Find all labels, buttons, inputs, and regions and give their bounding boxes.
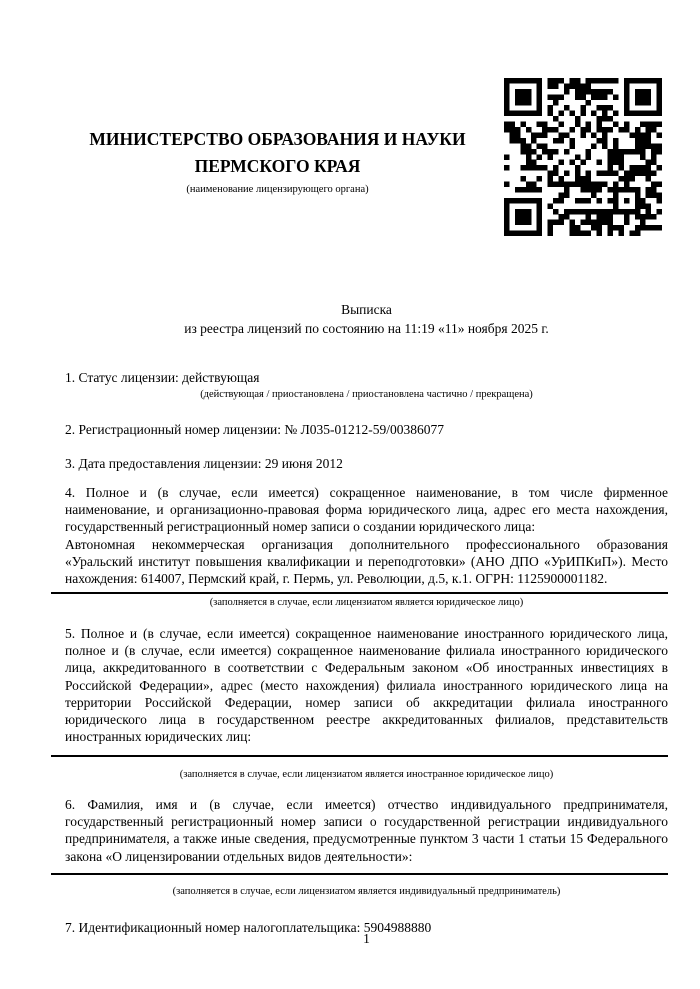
qr-code [504, 78, 662, 236]
document-body [65, 369, 668, 936]
ministry-name [50, 126, 505, 197]
document-header [65, 78, 668, 242]
document-title-line2: из реестра лицензий по состоянию на 11:19 «11» ноября 2025 г. [184, 320, 549, 336]
license-status-options-note: (действующая / приостановлена / приостановлена частично / прекращена) [200, 389, 533, 401]
license-registration-number: 2. Регистрационный номер лицензии: № Л035-01212-59/00386077 [65, 422, 445, 438]
entrepreneur-label: 6. Фамилия, имя и (в случае, если имеется) отчество индивидуального предпринимателя, государственный регистрационный номер записи о государственной регистрации индивидуального предпринимателя, а также иные сведения, предусмотренные пунктом 3 части 1 статьи 15 Федерального закона «О лицензировании отдельных видов деятельности»: [65, 796, 668, 864]
fill-line [51, 873, 668, 875]
page-number: 1 [363, 930, 370, 946]
license-grant-date: 3. Дата предоставления лицензии: 29 июня 2012 [65, 455, 343, 471]
license-status: 1. Статус лицензии: действующая [65, 370, 260, 385]
fill-line [51, 755, 668, 757]
legal-entity-value: Автономная некоммерческая организация дополнительного профессионального образования «Уральский институт повышения квалификации и переподготовки» (АНО ДПО «УрИПКиП»). Место нахождения: 614007, Пермский край, г. Пермь, ул. Революции, д.5, к.1. ОГРН: 1125900001182. [65, 536, 668, 587]
ministry-name-line1: МИНИСТЕРСТВО ОБРАЗОВАНИЯ И НАУКИ [89, 129, 466, 149]
legal-entity-note: (заполняется в случае, если лицензиатом является юридическое лицо) [209, 596, 524, 608]
licensing-authority-note: (наименование лицензирующего органа) [186, 184, 369, 195]
foreign-entity-label: 5. Полное и (в случае, если имеется) сокращенное наименование иностранного юридического лица, полное и (в случае, если имеется) сокращенное наименование филиала иностранного юридического лица, аккредитованного в соответствии с Федеральным законом «Об иностранных инвестициях в Российской Федерации», адрес (место нахождения) филиала иностранного юридического лица на территории Российской Федерации, номер записи об аккредитации филиала иностранного юридического лица в государственном реестре аккредитованных филиалов, представительств иностранных юридических лиц: [65, 625, 668, 745]
document-title-line1: Выписка [341, 302, 392, 317]
taxpayer-id: 7. Идентификационный номер налогоплательщика: 5904988880 [65, 919, 432, 935]
fill-line [51, 592, 668, 594]
entrepreneur-note: (заполняется в случае, если лицензиатом является индивидуальный предприниматель) [172, 885, 561, 897]
legal-entity-label: 4. Полное и (в случае, если имеется) сокращенное наименование, в том числе фирменное наименование, и организационно-правовая форма юридического лица, адрес его места нахождения, государственный регистрационный номер записи о создании юридического лица: [65, 484, 668, 535]
ministry-name-line2: ПЕРМСКОГО КРАЯ [194, 156, 361, 176]
document-title [65, 301, 668, 338]
foreign-entity-note: (заполняется в случае, если лицензиатом является иностранное юридическое лицо) [179, 768, 554, 780]
